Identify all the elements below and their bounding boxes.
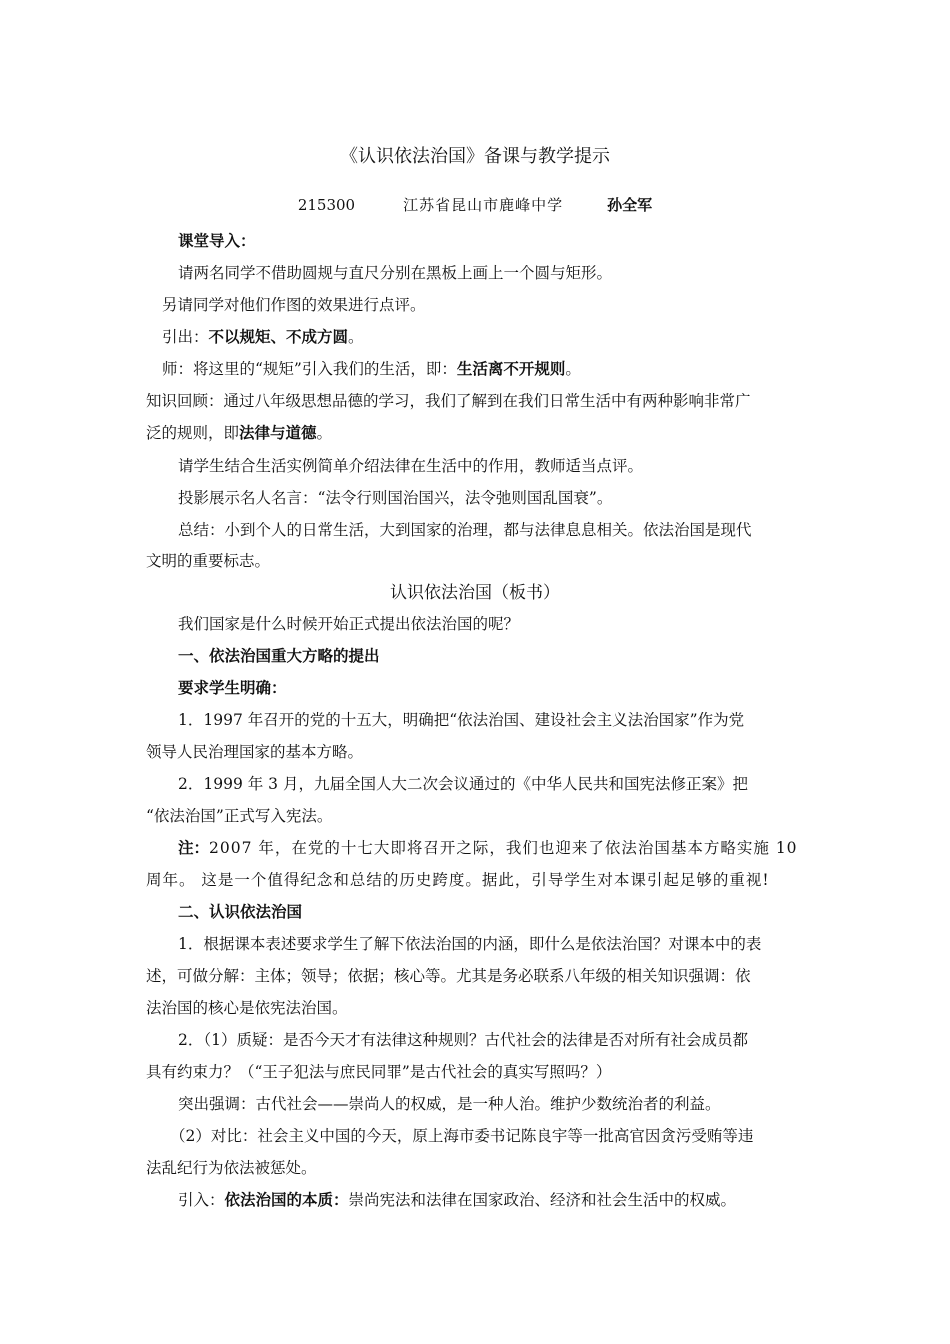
paragraph-emphasis: 突出强调：古代社会——崇尚人的权威，是一种人治。维护少数统治者的利益。 — [178, 1095, 721, 1113]
review-suffix: 。 — [316, 424, 333, 442]
board-title: 认识依法治国（板书） — [390, 583, 560, 603]
note-line1 — [178, 837, 798, 859]
byline — [0, 194, 950, 216]
note-label: 注： — [178, 839, 210, 857]
essence-text: 崇尚宪法和法律在国家政治、经济和社会生活中的权威。 — [348, 1191, 737, 1209]
paragraph-review-line2 — [146, 422, 332, 444]
lead-in-prefix: 引出： — [162, 328, 209, 346]
section-1-subheading: 要求学生明确： — [178, 679, 287, 697]
section-2-item-1-line1: 1．根据课本表述要求学生了解下依法治国的内涵，即什么是依法治国？对课本中的表 — [178, 935, 762, 953]
teacher-bold: 生活离不开规则 — [456, 360, 566, 378]
paragraph-lead-in — [162, 326, 364, 348]
item-2-line2: “依法治国”正式写入宪法。 — [146, 807, 333, 825]
paragraph-student-examples: 请学生结合生活实例简单介绍法律在生活中的作用，教师适当点评。 — [178, 457, 644, 475]
paragraph-summary-line2: 文明的重要标志。 — [146, 552, 271, 570]
paragraph-question: 我们国家是什么时候开始正式提出依法治国的呢？ — [178, 615, 520, 633]
section-2-item-1-line3: 法治国的核心是依宪法治国。 — [146, 999, 348, 1017]
teacher-suffix: 。 — [565, 360, 581, 378]
section-2-item-2-line2: 具有约束力？（“王子犯法与庶民同罪”是古代社会的真实写照吗？） — [146, 1063, 612, 1081]
document-title: 《认识依法治国》备课与教学提示 — [340, 146, 610, 167]
paragraph-teacher — [162, 358, 581, 380]
lead-in-suffix: 。 — [348, 328, 364, 346]
byline-postcode: 215300 — [297, 196, 356, 214]
item-1-line1: 1．1997 年召开的党的十五大，明确把“依法治国、建设社会主义法治国家”作为党 — [178, 711, 745, 729]
paragraph-draw-task: 请两名同学不借助圆规与直尺分别在黑板上画上一个圆与矩形。 — [178, 264, 613, 282]
review-prefix: 泛的规则，即 — [146, 424, 240, 442]
item-2-line1: 2．1999 年 3 月，九届全国人大二次会议通过的《中华人民共和国宪法修正案》把 — [178, 775, 748, 793]
paragraph-contrast-line2: 法乱纪行为依法被惩处。 — [146, 1159, 317, 1177]
intro-heading: 课堂导入： — [178, 232, 256, 250]
paragraph-review-line1: 知识回顾：通过八年级思想品德的学习，我们了解到在我们日常生活中有两种影响非常广 — [146, 392, 751, 410]
section-2-item-1-line2: 述，可做分解：主体；领导；依据；核心等。尤其是务必联系八年级的相关知识强调：依 — [146, 967, 751, 985]
essence-prefix: 引入： — [178, 1191, 225, 1209]
byline-author: 孙全军 — [607, 196, 653, 214]
paragraph-summary-line1: 总结：小到个人的日常生活，大到国家的治理，都与法律息息相关。依法治国是现代 — [178, 521, 752, 539]
paragraph-essence — [178, 1189, 736, 1211]
section-1-heading: 一、依法治国重大方略的提出 — [178, 647, 380, 665]
paragraph-contrast-line1: （2）对比：社会主义中国的今天，原上海市委书记陈良宇等一批高官因贪污受贿等违 — [170, 1127, 754, 1145]
note-line2: 周年。 这是一个值得纪念和总结的历史跨度。据此，引导学生对本课引起足够的重视! — [146, 871, 770, 889]
essence-bold: 依法治国的本质： — [224, 1191, 349, 1209]
note-text: 2007 年，在党的十七大即将召开之际，我们也迎来了依法治国基本方略实施 10 — [209, 839, 798, 857]
paragraph-quote: 投影展示名人名言：“法令行则国治国兴，法令弛则国乱国衰”。 — [178, 489, 613, 507]
lead-in-bold: 不以规矩、不成方圆 — [208, 328, 349, 346]
paragraph-peer-review: 另请同学对他们作图的效果进行点评。 — [162, 296, 426, 314]
teacher-prefix: 师：将这里的“规矩”引入我们的生活，即： — [162, 360, 457, 378]
review-bold: 法律与道德 — [239, 424, 317, 442]
byline-school: 江苏省昆山市鹿峰中学 — [403, 196, 564, 214]
section-2-item-2-line1: 2．（1）质疑：是否今天才有法律这种规则？古代社会的法律是否对所有社会成员都 — [178, 1031, 748, 1049]
item-1-line2: 领导人民治理国家的基本方略。 — [146, 743, 364, 761]
section-2-heading: 二、认识依法治国 — [178, 903, 303, 921]
